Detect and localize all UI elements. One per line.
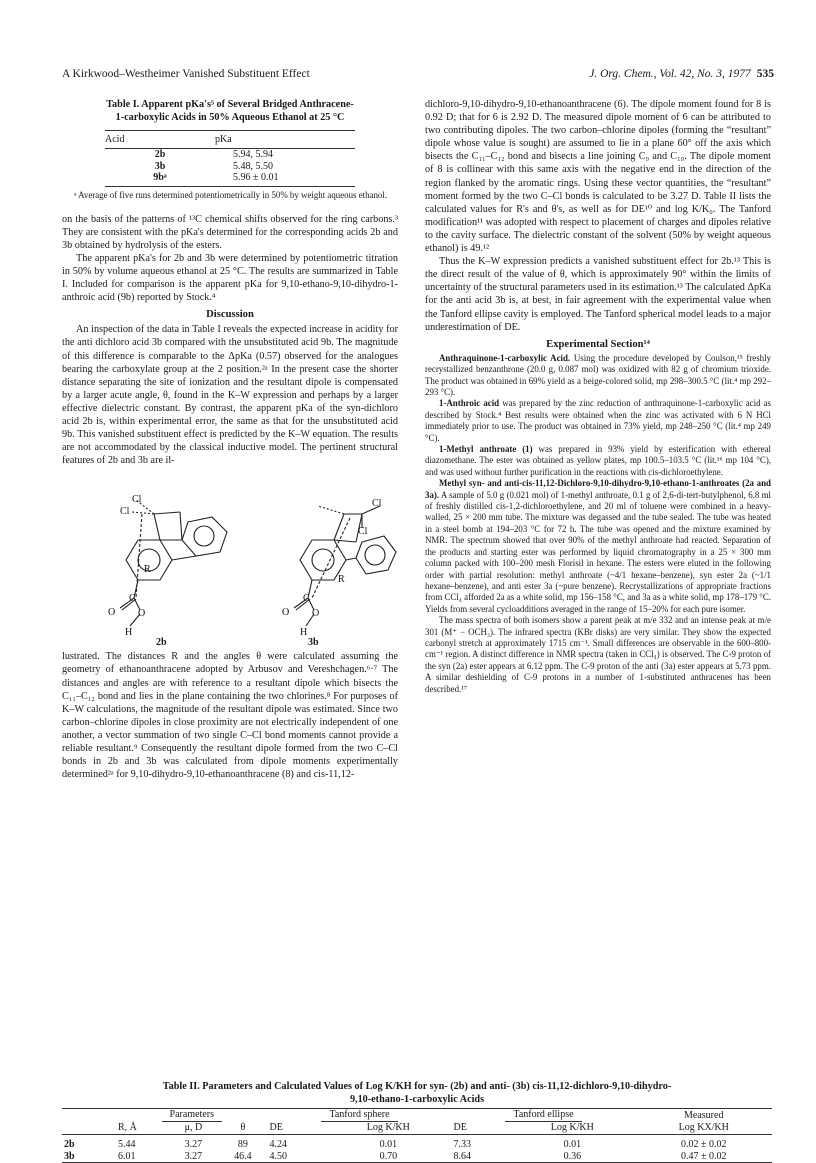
- cell: 0.01: [379, 1139, 398, 1150]
- left-column: [62, 98, 398, 781]
- atom-label: R: [144, 564, 151, 576]
- table1: [105, 130, 355, 187]
- cell: 8.64: [451, 1151, 509, 1163]
- table-row: [105, 149, 355, 161]
- table2-grid: [62, 1108, 772, 1163]
- table2-caption: [62, 1080, 772, 1106]
- paragraph: lustrated. The distances R and the angles θ were calculated assuming the geometry of ethanoanthracene adopted by Arbusov and Vereshchagen.⁶·⁷ The distances and angles are with reference to a resultant dipole which bisects the C₁₁–C₁₂ bond and lies in the plane containing the two chlorines.⁸ For purposes of K–W calculations, the magnitude of the resultant dipole was estimated. Since two carbon–chlorine dipoles in close proximity are not electrically independent of one another, a vector summation of two single C–Cl bond moments cannot provide a reliable resultant.⁹ Consequently the resultant dipole formed from the two C–Cl bonds in 2b and 3b was calculated from dipole moments experimentally determined²ᵃ for 9,10-dihydro-9,10-ethanoanthracene (8) and cis-11,12-: [62, 651, 398, 781]
- atom-label: C: [303, 593, 310, 605]
- procedure-title: 1-Anthroic acid: [439, 398, 500, 409]
- procedure-text: A sample of 5.0 g (0.021 mol) of 1-methyl anthroate, 0.1 g of 2,6-di-tert-butylphenol, 6.8 ml of freshly distilled cis-1,2-dichloroethylene, and 20 ml of toluene were combined in a heavy-walled, 25 × 200 mm tube. The mixture was degassed and the tube sealed. The tube was heated in a steel bomb at 194–203 °C for 72 h. The tube was opened and the mixture examined by NMR. The spectrum showed that over 90% of the methyl anthroate had reacted. Separation of the products and starting ester was performed by liquid chromatography in a 25 × 300 mm column packed with 100–200 mesh Florisil in hexane. The esters were eluted in the following order with partial resolution: methyl anthroate (~4/1 hexane–benzene), syn ester 2a (~1/1 hexane–benzene), and anti ester 3a (~pure benzene). Recrystallizations of appropriate fractions from CCl₄ afforded 2a as a white solid, mp 156–158 °C, and 3a as a white solid, mp 178–179 °C. Yields from several cycloadditions averaged in the range of 15–20% for each pure isomer.: [425, 489, 771, 614]
- atom-label: O: [108, 607, 116, 619]
- procedure-title: Anthraquinone-1-carboxylic Acid.: [439, 352, 571, 363]
- cell: 7.33: [453, 1139, 471, 1150]
- row-label: 3b: [62, 1151, 116, 1163]
- paragraph: on the basis of the patterns of ¹³C chemical shifts observed for the ring carbons.³ They are consistent with the pKa's determined for the corresponding acids 2b and 3b obtained by hydrolysis of the esters.: [62, 213, 398, 251]
- table2: [62, 1080, 772, 1163]
- cell: 5.44: [118, 1139, 136, 1150]
- atom-label: C: [129, 593, 136, 605]
- table1-header-pka: pKa: [215, 131, 355, 149]
- acid-cell: 3b: [154, 160, 166, 172]
- group-header: Parameters: [162, 1109, 222, 1122]
- structure-2b: [120, 500, 227, 626]
- structure-figure: [62, 470, 398, 638]
- column-header: Log K/KH: [509, 1122, 635, 1135]
- table1-caption-line2: 1-carboxylic Acids in 50% Aqueous Ethanol at 25 °C: [115, 112, 345, 123]
- table1-header-acid: Acid: [105, 131, 215, 149]
- paragraph: Thus the K–W expression predicts a vanished substituent effect for 2b.¹³ This is the direct result of the value of θ, which is approximately 90° within the limits of uncertainty of the structural parameters used in its estimation.¹³ The calculated ΔpKa for the anti acid 3b is, at best, in fair agreement with the experimental value when the Tanford ellipse cavity is employed. The Tanford spherical model leads to a major underestimation of DE.: [425, 256, 771, 333]
- page-number: 535: [756, 68, 774, 80]
- column-header: R, Å: [116, 1122, 169, 1135]
- running-header-title: A Kirkwood–Westheimer Vanished Substituent Effect: [62, 68, 310, 80]
- group-header: Tanford sphere: [321, 1109, 397, 1122]
- column-header: DE: [268, 1122, 326, 1135]
- paragraph: [425, 353, 771, 399]
- atom-label: R: [338, 574, 345, 586]
- acid-cell: 2b: [154, 149, 166, 161]
- cell: 0.70: [325, 1151, 451, 1163]
- procedure-text: Using the procedure developed by Coulson,¹⁵ freshly recrystallized benzanthrone (20.0 g, 0.087 mol) was oxidized with 82 g of chromium trioxide. The product was obtained in 69% yield as a beige-colored solid, mp 298–300.5 °C (lit.⁴ mp 292–293 °C).: [425, 352, 772, 397]
- column-header: Log KX/KH: [635, 1122, 772, 1135]
- cell: 0.01: [563, 1139, 582, 1150]
- table-row: [105, 161, 355, 173]
- cell: 0.47 ± 0.02: [635, 1151, 772, 1163]
- table-row: [62, 1135, 772, 1151]
- cell: 3.27: [169, 1151, 219, 1163]
- cell: 3.27: [184, 1139, 203, 1150]
- pka-cell: 5.94, 5.94: [233, 149, 273, 161]
- group-header: Measured: [684, 1109, 724, 1121]
- procedure-title: 1-Methyl anthroate (1): [439, 444, 533, 455]
- group-header: Tanford ellipse: [505, 1109, 581, 1122]
- acid-cell: 9bᵃ: [105, 172, 215, 186]
- paragraph: [425, 398, 771, 444]
- atom-label: Cl: [358, 526, 368, 538]
- atom-label: O: [312, 608, 320, 620]
- row-label: 2b: [64, 1139, 75, 1150]
- structure-label-3b: 3b: [308, 637, 319, 649]
- cell: 4.24: [269, 1139, 288, 1150]
- structure-3b: [294, 506, 396, 626]
- atom-label: O: [138, 608, 146, 620]
- cell: 46.4: [218, 1151, 267, 1163]
- table1-caption-line1: Table I. Apparent pKa's⁵ of Several Bridged Anthracene-: [106, 99, 354, 110]
- right-column: [425, 98, 771, 695]
- paragraph: The apparent pKa's for 2b and 3b were determined by potentiometric titration in 50% by volume aqueous ethanol at 25 °C. The results are summarized in Table I. Included for comparison is the apparent pKa for 9,10-ethano-9,10-dihydro-1-anthroic acid (9b) reported by Stock.⁴: [62, 252, 398, 304]
- atom-label: Cl: [372, 498, 382, 510]
- table1-footnote: ᵃ Average of five runs determined potentiometrically in 50% by weight aqueous ethanol.: [74, 189, 388, 200]
- running-header-journal: [589, 68, 774, 80]
- cell: 0.02 ± 0.02: [680, 1139, 727, 1150]
- atom-label: H: [125, 627, 133, 639]
- procedure-text: was prepared by the zinc reduction of anthraquinone-1-carboxylic acid as described by Stock.⁴ Best results were obtained when the zinc was activated with 6 N HCl immediately prior to use. The product was obtained in 73% yield, mp 248–250 °C (lit.⁴ mp 249 °C).: [425, 398, 772, 443]
- structure-label-2b: 2b: [156, 637, 167, 649]
- column-header: DE: [451, 1122, 509, 1135]
- atom-label: O: [282, 607, 290, 619]
- table-row: [105, 172, 355, 186]
- cell: 0.36: [509, 1151, 635, 1163]
- atom-label: Cl: [120, 506, 130, 518]
- column-header: Log K/KH: [325, 1122, 451, 1135]
- column-header: θ: [218, 1122, 267, 1135]
- atom-label: Cl: [132, 494, 142, 506]
- structure-diagram: [62, 470, 398, 638]
- cell: 89: [237, 1139, 248, 1150]
- paragraph: An inspection of the data in Table I reveals the expected increase in acidity for the anti dichloro acid 3b compared with the unsubstituted acid 9b. The magnitude of this difference is comparable to the ΔpKa (0.57) observed for the analogues bearing the carboxylate group at the 2 position.²ᵃ In the present case the shorter distance separating the site of ionization and the resultant dipole is compensated by a larger acute angle, θ, found in the K–W expression and perhaps by a larger effective dielectric constant. By contrast, the apparent pKa of the syn-dichloro acid 2b is, within experimental error, the same as that for the unsubstituted acid 9b. This vanished substituent effect is predicted by the K–W equation. The results are not accommodated by the classical inductive model. The pertinent structural features of 2b and 3b are il-: [62, 324, 398, 467]
- paragraph: [425, 444, 771, 478]
- journal-citation: J. Org. Chem., Vol. 42, No. 3, 1977: [589, 68, 751, 80]
- cell: 6.01: [116, 1151, 169, 1163]
- table2-caption-line2: 9,10-ethano-1-carboxylic Acids: [349, 1094, 485, 1105]
- cell: 4.50: [268, 1151, 326, 1163]
- table2-caption-line1: Table II. Parameters and Calculated Values of Log K/KH for syn- (2b) and anti- (3b) cis-11,12-dichloro-9,10-dihydro-: [162, 1081, 672, 1092]
- atom-label: H: [300, 627, 308, 639]
- pka-cell: 5.48, 5.50: [233, 160, 273, 172]
- paragraph: dichloro-9,10-dihydro-9,10-ethanoanthracene (6). The dipole moment found for 8 is 0.92 D; that for 6 is 2.92 D. The measured dipole moment of 6 can be attributed to two contributing dipoles. The two carbon–chlorine dipoles (forming the “resultant” dipole whose value is sought) are assumed to lie in a plane 60° off the axis which bisects the C₁₁–C₁₂ bond and bisects a line joining C₉ and C₁₀. The dipole moment of 8 is collinear with this same axis with the negative end in the direction of the region flanked by the aromatic rings. Using these vector quantities, the “resultant” moment formed by the two C–Cl bonds is calculated to be 3.27 D. Table II lists the calculated values for R's and θ's, as well as for DE¹⁰ and log K/K₀. The Tanford modification¹¹ was adopted with respect to placement of charges and dipoles relative to the cavity surface. The dielectric constant of the solvent (50% by weight aqueous ethanol) is 49.¹²: [425, 99, 771, 255]
- table1-caption: [62, 98, 398, 124]
- paragraph: The mass spectra of both isomers show a parent peak at m/e 332 and an intense peak at m/e 301 (M⁺ − OCH₃). The infrared spectra (KBr disks) are very similar. They show the expected carbonyl stretch at approximately 1715 cm⁻¹. Small differences are observable in the 600–800-cm⁻¹ region. A distinct difference in NMR spectra (taken in CCl₄) is observed. The C-9 proton of the syn (2a) ester appears at 6.12 ppm. The C-9 proton of the anti (3a) ester appears at 5.73 ppm. A similar deshielding of C-9 protons in a number of 1-substituted anthracenes has been described.¹⁷: [425, 615, 771, 694]
- pka-cell: 5.96 ± 0.01: [215, 172, 355, 186]
- paragraph: [425, 478, 771, 615]
- procedure-text: was prepared in 93% yield by esterification with ethereal diazomethane. The ester was obtained as yellow plates, mp 100.5–103.5 °C (lit.¹⁶ mp 104 °C), and was used without further purification in the reactions with cis-dichloroethylene.: [425, 444, 771, 477]
- experimental-heading: Experimental Section¹⁴: [546, 338, 650, 350]
- column-header: μ, D: [169, 1122, 219, 1135]
- discussion-heading: Discussion: [206, 309, 254, 321]
- procedure-title: Methyl syn- and anti-cis-11,12-Dichloro-9,10-dihydro-9,10-ethano-1-anthroates (2a and 3a).: [425, 478, 771, 500]
